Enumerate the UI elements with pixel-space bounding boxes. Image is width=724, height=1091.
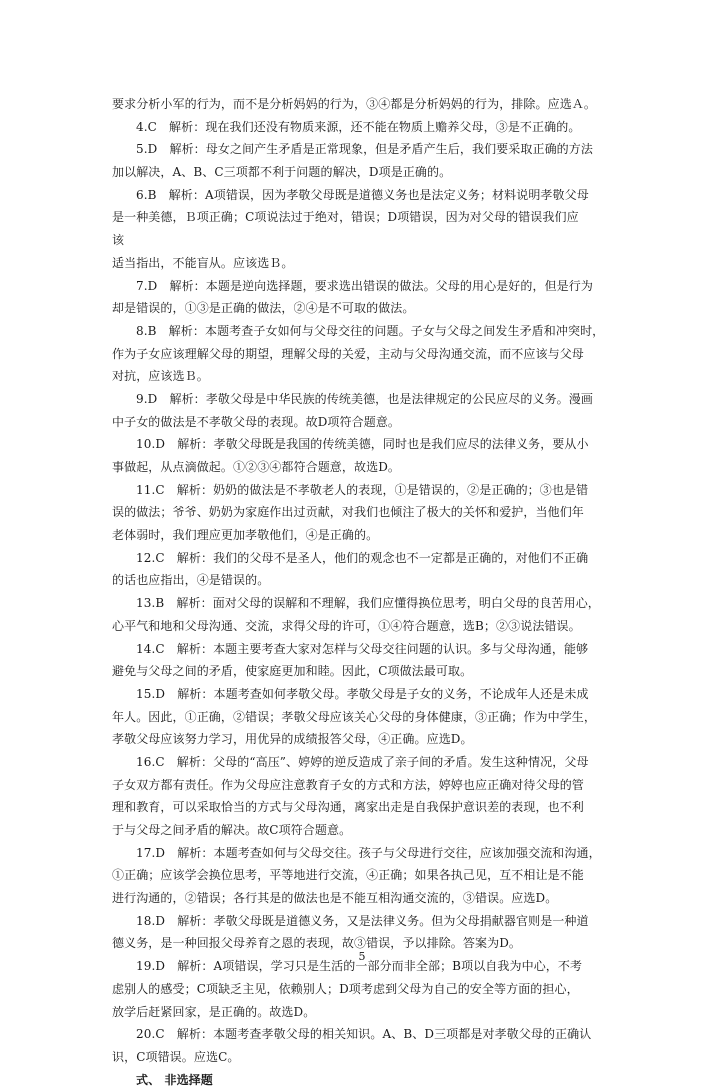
text-line: 8.B 解析：本题考查子女如何与父母交往的问题。子女与父母之间发生矛盾和冲突时， <box>136 323 605 338</box>
text-line: 心平气和地和父母沟通、交流，求得父母的许可，①④符合题意，选B；②③说法错误。 <box>112 618 581 633</box>
text-line: 4.C 解析：现在我们还没有物质来源，还不能在物质上赡养父母，③是不正确的。 <box>136 119 581 134</box>
text-line: 13.B 解析：面对父母的误解和不理解，我们应懂得换位思考，明白父母的良苦用心， <box>136 596 600 611</box>
answer-explanations <box>112 93 618 1069</box>
text-line: 19.D 解析：A项错误，学习只是生活的一部分而非全部；B项以自我为中心，不考 <box>136 959 583 974</box>
text-line: 误的做法；爷爷、奶奶为家庭作出过贡献，对我们也倾注了极大的关怀和爱护，当他们年 <box>112 505 584 520</box>
text-line: 孝敬父母应该努力学习，用优异的成绩报答父母，④正确。应选D。 <box>112 732 473 747</box>
text-line: 9.D 解析：孝敬父母是中华民族的传统美德，也是法律规定的公民应尽的义务。漫画 <box>136 391 593 406</box>
text-line: 德义务，是一种回报父母养育之恩的表现，故③错误，予以排除。答案为D。 <box>112 936 522 951</box>
text-line: 15.D 解析：本题考查如何孝敬父母。孝敬父母是子女的义务，不论成年人还是未成 <box>136 686 589 701</box>
text-line: 5.D 解析：母女之间产生矛盾是正常现象，但是矛盾产生后，我们要采取正确的方法 <box>136 142 593 157</box>
text-line: 要求分析小军的行为，而不是分析妈妈的行为，③④都是分析妈妈的行为，排除。应选Ａ。 <box>112 97 597 111</box>
text-line: 是一种美德，Ｂ项正确；C项说法过于绝对，错误；D项错误，因为对父母的错误我们应 <box>112 210 579 225</box>
text-line: 12.C 解析：我们的父母不是圣人，他们的观念也不一定都是正确的，对他们不正确 <box>136 550 589 565</box>
text-line: 子女双方都有责任。作为父母应注意教育子女的方式和方法，婷婷也应正确对待父母的管 <box>112 777 584 792</box>
section-heading: 式、 非选择题 <box>136 1072 213 1087</box>
text-line: 理和教育，可以采取恰当的方式与父母沟通，离家出走是自我保护意识差的表现，也不利 <box>112 800 584 815</box>
text-line: 16.C 解析：父母的“高压”、婷婷的逆反造成了亲子间的矛盾。发生这种情况，父母 <box>136 754 589 769</box>
text-line: 20.C 解析：本题考查孝敬父母的相关知识。A、B、D三项都是对孝敬父母的正确认 <box>136 1027 592 1042</box>
text-line: 6.B 解析：A项错误，因为孝敬父母既是道德义务也是法定义务；材料说明孝敬父母 <box>136 187 589 202</box>
text-line: ①正确；应该学会换位思考，平等地进行交流，④正确；如果各执己见，互不相让是不能 <box>112 868 584 883</box>
text-line: 作为子女应该理解父母的期望，理解父母的关爱，主动与父母沟通交流，而不应该与父母 <box>112 346 584 361</box>
text-line: 老体弱时，我们理应更加孝敬他们，④是正确的。 <box>112 528 379 543</box>
text-line: 对抗，应该选Ｂ。 <box>112 369 209 384</box>
text-line: 事做起，从点滴做起。①②③④都符合题意，故选D。 <box>112 460 401 474</box>
text-line: 7.D 解析：本题是逆向选择题，要求选出错误的做法。父母的用心是好的，但是行为 <box>136 278 593 293</box>
text-line: 的话也应指出，④是错误的。 <box>112 573 270 588</box>
text-line: 适当指出，不能盲从。应该选Ｂ。 <box>112 255 294 270</box>
text-line: 识，C项错误。应选C。 <box>112 1049 240 1064</box>
text-line: 该 <box>112 233 125 248</box>
text-line: 18.D 解析：孝敬父母既是道德义务，又是法律义务。但为父母捐献器官则是一种道 <box>136 913 589 928</box>
text-line: 10.D 解析：孝敬父母既是我国的传统美德，同时也是我们应尽的法律义务，要从小 <box>136 437 589 452</box>
text-line: 进行沟通的，②错误；各行其是的做法也是不能互相沟通交流的，③错误。应选D。 <box>112 891 558 906</box>
document-body <box>112 93 618 1091</box>
text-line: 避免与父母之间的矛盾，使家庭更加和睦。因此，C项做法最可取。 <box>112 664 473 679</box>
text-line: 17.D 解析：本题考查如何与父母交往。孩子与父母进行交往，应该加强交流和沟通， <box>136 845 601 860</box>
page-number: 5 <box>358 950 366 963</box>
text-line: 14.C 解析：本题主要考查大家对怎样与父母交往问题的认识。多与父母沟通，能够 <box>136 641 589 656</box>
text-line: 中子女的做法是不孝敬父母的表现。故D项符合题意。 <box>112 414 401 429</box>
text-line: 于与父母之间矛盾的解决。故C项符合题意。 <box>112 823 352 837</box>
text-line: 却是错误的，①③是正确的做法，②④是不可取的做法。 <box>112 301 415 316</box>
text-line: 年人。因此，①正确，②错误；孝敬父母应该关心父母的身体健康，③正确；作为中学生， <box>112 709 597 724</box>
text-line: 放学后赶紧回家，是正确的。故选D。 <box>112 1004 316 1019</box>
text-line: 11.C 解析：奶奶的做法是不孝敬老人的表现，①是错误的，②是正确的；③也是错 <box>136 482 589 497</box>
text-line: 虑别人的感受；C项缺乏主见，依赖别人；D项考虑到父母为自己的安全等方面的担心， <box>112 981 579 996</box>
text-line: 加以解决，A、B、C三项都不利于问题的解决，D项是正确的。 <box>112 165 452 180</box>
